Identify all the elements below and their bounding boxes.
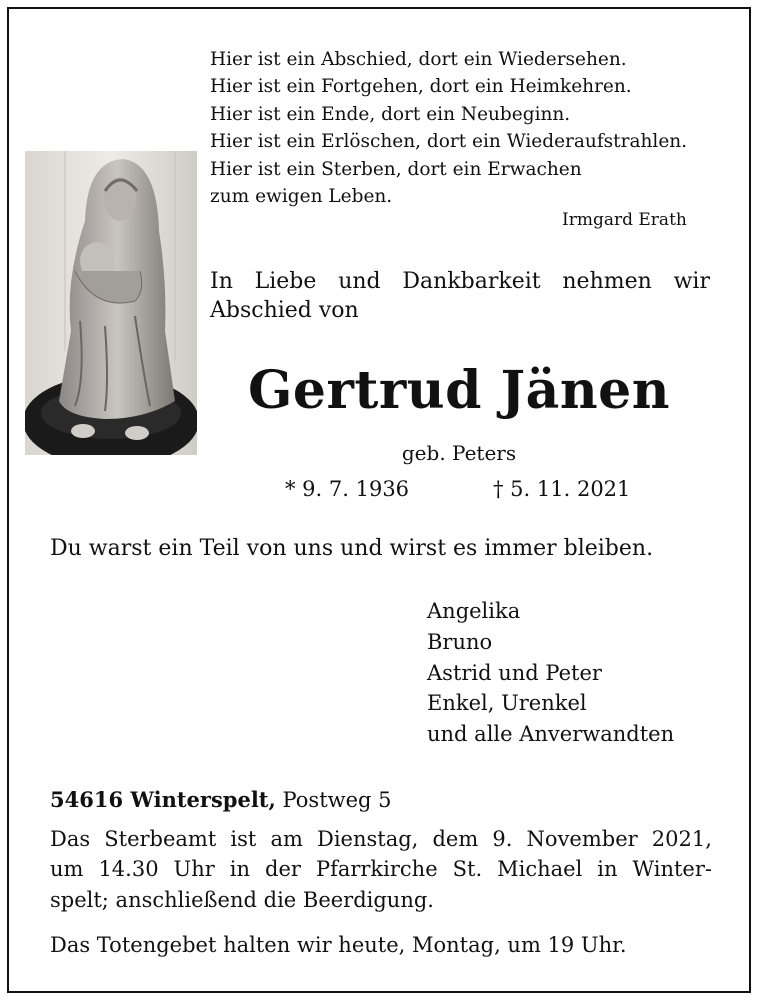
deceased-name: Gertrud Jänen [247, 360, 671, 421]
funeral-details [50, 824, 712, 915]
family-member: Angelika [427, 599, 521, 623]
word: in [229, 857, 251, 882]
poem [210, 46, 710, 210]
word: Sterbeamt [104, 827, 217, 851]
word: Dankbarkeit [402, 269, 541, 294]
memorial-quote: Du warst ein Teil von uns und wirst es immer bleiben. [50, 536, 654, 561]
word: 14.30 [98, 857, 159, 882]
word: der [265, 857, 301, 882]
word: dem [432, 827, 479, 851]
poem-line: Hier ist ein Sterben, dort ein Erwachen [210, 158, 582, 180]
word: Pfarrkirche [315, 857, 438, 882]
family-member: und alle Anverwandten [427, 722, 675, 747]
word: November [526, 827, 638, 851]
word: Uhr [173, 857, 215, 882]
family-list [427, 596, 674, 750]
word: in [597, 857, 618, 882]
poem-author: Irmgard Erath [562, 210, 687, 230]
word: 9. [492, 827, 513, 851]
address-street: Postweg 5 [282, 788, 392, 812]
word: In [210, 269, 233, 294]
word: Michael [497, 857, 583, 882]
death-date: † 5. 11. 2021 [493, 477, 631, 501]
obituary-notice [7, 7, 751, 993]
prayer-notice: Das Totengebet halten wir heute, Montag, um 19 Uhr. [50, 933, 627, 957]
intro-text [210, 267, 710, 325]
word: St. [452, 857, 483, 882]
word: Winter- [632, 857, 712, 882]
intro-line-1 [210, 267, 710, 296]
poem-line: Hier ist ein Ende, dort ein Neubeginn. [210, 103, 571, 125]
address [50, 787, 392, 812]
poem-line: zum ewigen Leben. [210, 186, 393, 208]
poem-line: Hier ist ein Fortgehen, dort ein Heimkehren. [210, 76, 632, 98]
birth-name: geb. Peters [401, 441, 517, 465]
word: Das [50, 827, 91, 851]
poem-line: Hier ist ein Erlöschen, dort ein Wiederaufstrahlen. [210, 131, 688, 153]
address-place: 54616 Winterspelt, [50, 787, 276, 812]
intro-line-2: Abschied von [210, 298, 359, 323]
word: Dienstag, [317, 827, 419, 851]
word: wir [673, 269, 710, 294]
word: 2021, [651, 827, 712, 851]
family-member: Bruno [427, 629, 493, 654]
word: und [338, 269, 381, 294]
word: nehmen [562, 269, 652, 294]
family-member: Enkel, Urenkel [427, 691, 587, 716]
birth-date: * 9. 7. 1936 [285, 477, 410, 501]
details-line-3: spelt; anschließend die Beerdigung. [50, 887, 434, 912]
details-line-2 [50, 854, 712, 884]
word: ist [230, 827, 257, 851]
word: Liebe [254, 269, 317, 294]
word: am [270, 827, 303, 851]
details-line-1 [50, 824, 712, 854]
family-member: Astrid und Peter [427, 660, 602, 685]
poem-line: Hier ist ein Abschied, dort ein Wiedersehen. [210, 49, 627, 70]
word: um [50, 857, 84, 882]
